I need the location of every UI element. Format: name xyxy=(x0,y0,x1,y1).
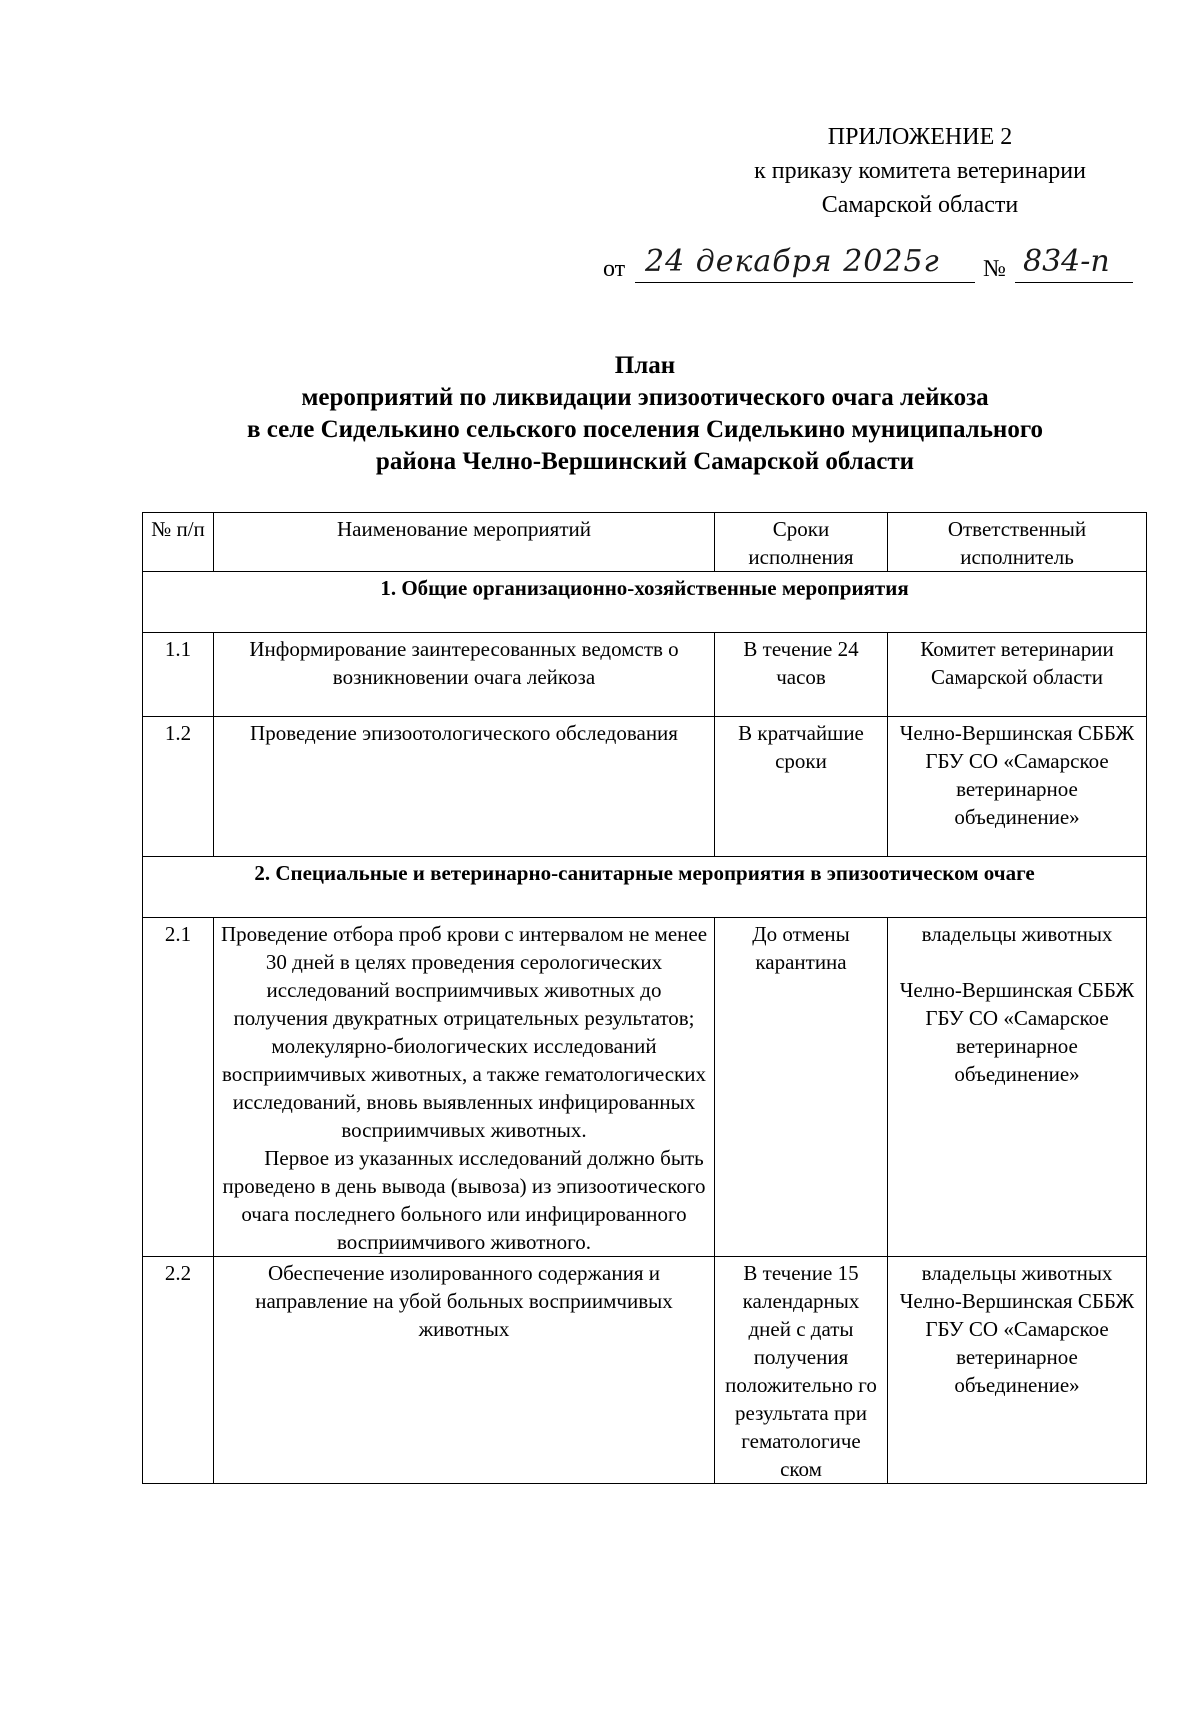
section-title-2: 2. Специальные и ветеринарно-санитарные мероприятия в эпизоотическом очаге xyxy=(143,857,1147,918)
handwritten-date: 24 декабря 2025г xyxy=(645,244,940,279)
section-title-1: 1. Общие организационно-хозяйственные мероприятия xyxy=(143,572,1147,633)
table-row xyxy=(143,633,1147,717)
title-line-2: мероприятий по ликвидации эпизоотического очага лейкоза xyxy=(301,384,989,411)
row-name: Информирование заинтересованных ведомств о возникновении очага лейкоза xyxy=(214,633,715,717)
table-row xyxy=(143,717,1147,857)
order-date-number xyxy=(603,244,1163,290)
appendix-title: ПРИЛОЖЕНИЕ 2 xyxy=(827,124,1013,150)
appendix-reference: к приказу комитета ветеринарии xyxy=(754,158,1086,184)
row-number: 2.1 xyxy=(143,918,214,1257)
section-row xyxy=(143,572,1147,633)
row-term: В кратчайшие сроки xyxy=(715,717,888,857)
number-underline xyxy=(1015,282,1133,283)
section-row xyxy=(143,857,1147,918)
document-title xyxy=(140,350,1150,478)
row-term: В течение 24 часов xyxy=(715,633,888,717)
responsible-owners: владельцы животных xyxy=(921,922,1113,946)
table-header-row xyxy=(143,513,1147,572)
title-line-3: в селе Сиделькино сельского поселения Сиделькино муниципального xyxy=(246,416,1044,443)
header-number: № п/п xyxy=(143,513,214,572)
row-name xyxy=(214,918,715,1257)
table-row xyxy=(143,1257,1147,1484)
header-term: Сроки исполнения xyxy=(715,513,888,572)
table-row xyxy=(143,918,1147,1257)
row-responsible xyxy=(888,1257,1147,1484)
title-line-4: района Челно-Вершинский Самарской области xyxy=(375,448,915,475)
row-name-paragraph-1: Проведение отбора проб крови с интервалом не менее 30 дней в целях проведения серологических исследований восприимчивых животных до получения двукратных отрицательных результатов; молекулярно-биологических исследований восприимчивых животных, а также гематологических исследований, вновь выявленных инфицированных восприимчивых животных. xyxy=(220,922,708,1142)
title-plan: План xyxy=(614,352,676,379)
row-name: Проведение эпизоотологического обследования xyxy=(214,717,715,857)
date-underline xyxy=(635,282,975,283)
row-name: Обеспечение изолированного содержания и направление на убой больных восприимчивых животных xyxy=(214,1257,715,1484)
number-sign: № xyxy=(983,256,1006,282)
row-number: 1.1 xyxy=(143,633,214,717)
row-term: До отмены карантина xyxy=(715,918,888,1257)
row-responsible: Челно-Вершинская СББЖ ГБУ СО «Самарское ветеринарное объединение» xyxy=(888,717,1147,857)
plan-table xyxy=(142,512,1147,1484)
header-responsible: Ответственный исполнитель xyxy=(888,513,1147,572)
row-number: 2.2 xyxy=(143,1257,214,1484)
responsible-owners: владельцы животных xyxy=(921,1261,1113,1285)
handwritten-number: 834-п xyxy=(1023,244,1110,279)
order-prefix: от xyxy=(603,256,626,282)
row-name-paragraph-2: Первое из указанных исследований должно быть проведено в день вывода (вывоза) из эпизоотического очага последнего больного или инфицированного восприимчивого животного. xyxy=(222,1146,706,1254)
row-term: В течение 15 календарных дней с даты получения положительно го результата при гематологиче ском xyxy=(715,1257,888,1484)
header-name: Наименование мероприятий xyxy=(214,513,715,572)
row-responsible: Комитет ветеринарии Самарской области xyxy=(888,633,1147,717)
responsible-spacer xyxy=(894,948,1140,976)
appendix-header xyxy=(700,120,1140,222)
row-number: 1.2 xyxy=(143,717,214,857)
responsible-vet-station: Челно-Вершинская СББЖ ГБУ СО «Самарское ветеринарное объединение» xyxy=(899,978,1135,1086)
row-responsible xyxy=(888,918,1147,1257)
appendix-region: Самарской области xyxy=(821,192,1019,218)
responsible-vet-station: Челно-Вершинская СББЖ ГБУ СО «Самарское ветеринарное объединение» xyxy=(899,1289,1135,1397)
